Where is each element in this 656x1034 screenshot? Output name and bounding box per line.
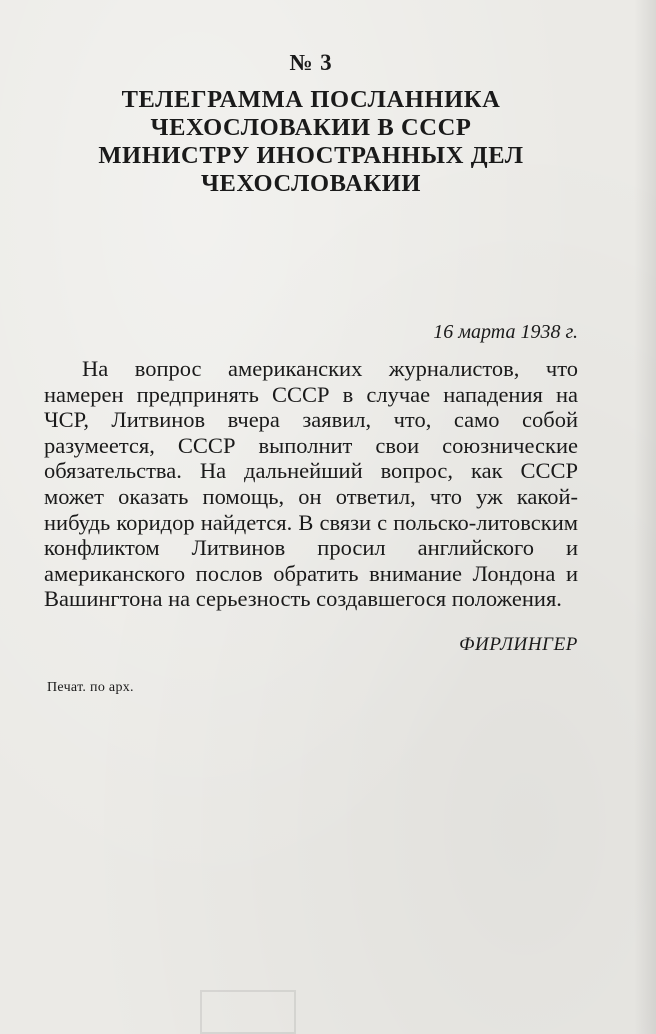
document-content — [44, 50, 578, 696]
document-number: № 3 — [289, 50, 333, 75]
document-title — [44, 86, 578, 198]
title-line: МИНИСТРУ ИНОСТРАННЫХ ДЕЛ — [98, 142, 524, 169]
archive-note: Печат. по арх. — [47, 680, 134, 696]
faint-stamp — [200, 990, 296, 1034]
page-edge-shadow — [634, 0, 656, 1034]
document-body: На вопрос американских журналистов, что намерен предпринять СССР в случае нападения на ЧСР, Литвинов вчера заявил, что, само собой разумеется, СССР выполнит свои союзнические обязательства. На дальнейший вопрос, как СССР может оказать помощь, он ответил, что уж какой-нибудь коридор найдется. В связи с польско-литовским конфликтом Литвинов просил английского и американского послов обратить внимание Лондона и Вашингтона на серьезность создавшегося положения. — [44, 356, 578, 612]
document-date: 16 марта 1938 г. — [433, 321, 578, 343]
title-line: ТЕЛЕГРАММА ПОСЛАННИКА — [121, 86, 501, 113]
signature: ФИРЛИНГЕР — [459, 634, 578, 656]
title-line: ЧЕХОСЛОВАКИИ — [200, 170, 422, 197]
title-line: ЧЕХОСЛОВАКИИ В СССР — [150, 114, 472, 141]
